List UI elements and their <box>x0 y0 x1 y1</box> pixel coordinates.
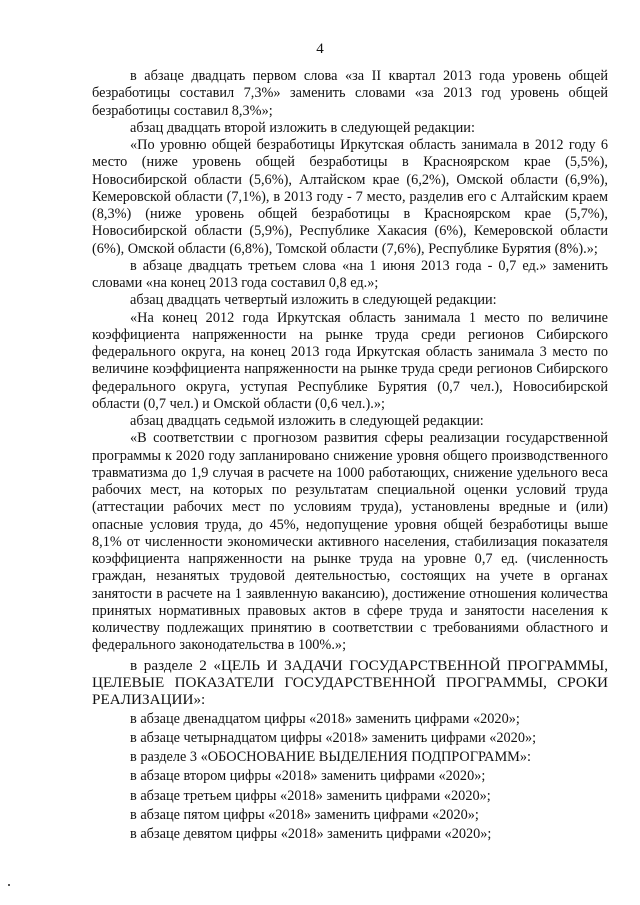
paragraph-instruction-par-27: абзац двадцать седьмой изложить в следующей редакции: <box>130 413 484 429</box>
paragraph-amend-par-23: в абзаце двадцать третьем слова «на 1 июня 2013 года - 0,7 ед.» заменить словами «на конец 2013 года составил 0,8 ед.»; <box>92 257 608 291</box>
paragraph-amend-par-14: в абзаце четырнадцатом цифры «2018» заменить цифрами «2020»; <box>130 729 537 746</box>
document-body <box>92 68 608 843</box>
paragraph-section-3: в разделе 3 «ОБОСНОВАНИЕ ВЫДЕЛЕНИЯ ПОДПРОГРАММ»: <box>130 749 532 766</box>
scan-speck <box>8 884 10 886</box>
paragraph-amend-par-5: в абзаце пятом цифры «2018» заменить цифрами «2020»; <box>130 806 479 823</box>
paragraph-instruction-par-22: абзац двадцать второй изложить в следующей редакции: <box>130 119 475 136</box>
paragraph-amend-par-12: в абзаце двенадцатом цифры «2018» заменить цифрами «2020»; <box>130 710 520 727</box>
paragraph-quote-tension-coefficient: «На конец 2012 года Иркутская область занимала 1 место по величине коэффициента напряженности на рынке труда среди регионов Сибирского федерального округа, на конец 2013 года Иркутская область занимала 3 место по величине коэффициента напряженности на рынке труда среди регионов Сибирского федерального округа, уступая Республике Бурятия (0,7 чел.), Новосибирской области (0,7 чел.) и Омской области (0,6 чел.).»; <box>92 309 608 412</box>
paragraph-quote-forecast: «В соответствии с прогнозом развития сферы реализации государственной программы к 2020 году запланировано снижение уровня общего производственного травматизма до 1,9 случая в расчете на 1000 работающих, снижение удельного веса рабочих мест, на которых по результатам специальной оценки условий труда (аттестации рабочих мест по условиям труда), установлены вредные и (или) опасные условия труда, до 45%, недопущение уровня общей безработицы выше 8,1% от численности экономически активного населения, стабилизация показателя коэффициента напряженности на рынке труда на уровне 0,7 ед. (численность граждан, незанятых трудовой деятельностью, состоящих на учете в органах занятости в расчете на 1 заявленную вакансию), достижение отношения количества принятых нормативных правовых актов в сфере труда и занятости населения к количеству подлежащих принятию в соответствии с требованиями областного и федерального законодательства в 100%.»; <box>92 430 608 654</box>
paragraph-amend-par-2: в абзаце втором цифры «2018» заменить цифрами «2020»; <box>130 768 486 785</box>
paragraph-quote-unemployment-rank: «По уровню общей безработицы Иркутская область занимала в 2012 году 6 место (ниже уровень общей безработицы в Красноярском крае (5,5%), Новосибирской области (5,6%), Алтайском крае (6,2%), Омской области (6,9%), Кемеровской области (7,1%), в 2013 году - 7 место, разделив его с Алтайским краем (8,3%) (ниже уровень общей безработицы в Красноярском крае (5,7%), Новосибирской области (5,9%), Республике Хакасия (6%), Кемеровской области (6%), Омской области (6,8%), Томской области (7,6%), Республике Бурятия (8%).»; <box>92 137 608 257</box>
paragraph-amend-par-21: в абзаце двадцать первом слова «за II квартал 2013 года уровень общей безработицы составил 7,3%» заменить словами «за 2013 год уровень общей безработицы составил 8,3%»; <box>92 68 608 119</box>
paragraph-section-2: в разделе 2 «ЦЕЛЬ И ЗАДАЧИ ГОСУДАРСТВЕННОЙ ПРОГРАММЫ, ЦЕЛЕВЫЕ ПОКАЗАТЕЛИ ГОСУДАРСТВЕННОЙ ПРОГРАММЫ, СРОКИ РЕАЛИЗАЦИИ»: <box>92 656 608 709</box>
paragraph-instruction-par-24: абзац двадцать четвертый изложить в следующей редакции: <box>130 292 497 309</box>
paragraph-amend-par-9: в абзаце девятом цифры «2018» заменить цифрами «2020»; <box>130 826 492 843</box>
page-number: 4 <box>316 41 324 57</box>
paragraph-amend-par-3: в абзаце третьем цифры «2018» заменить цифрами «2020»; <box>130 787 491 804</box>
